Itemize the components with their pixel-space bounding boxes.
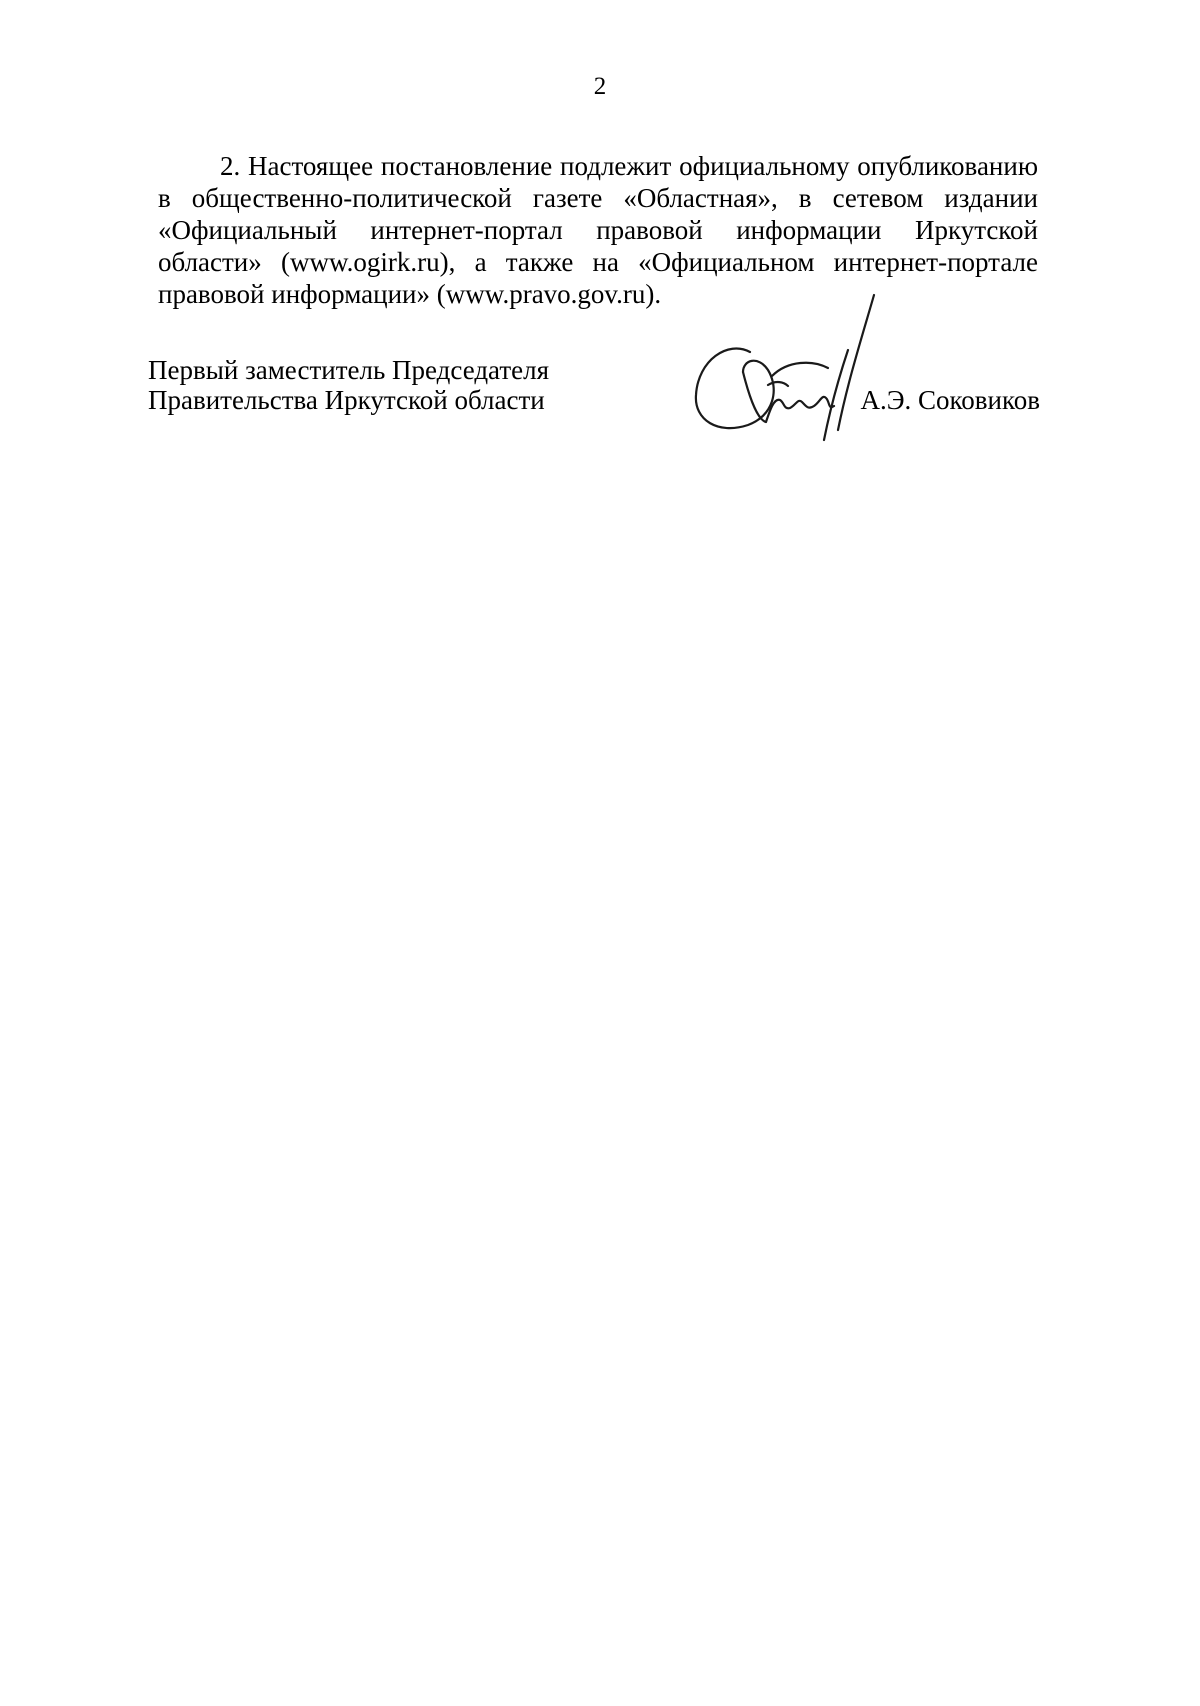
handwritten-signature [688, 290, 888, 450]
signer-title [148, 355, 549, 415]
signer-title-line-2: Правительства Иркутской области [148, 385, 545, 415]
signer-name: А.Э. Соковиков [860, 385, 1040, 415]
paragraph-publication: 2. Настоящее постановление подлежит официальному опубликованию в общественно-политической газете «Областная», в сетевом издании «Официальный интернет-портал правовой информации Иркутской области» (www.ogirk.ru), а также на «Официальном интернет-портале правовой информации» (www.pravo.gov.ru). [158, 151, 1038, 309]
body-text [158, 150, 1038, 310]
signature-block [148, 355, 1048, 455]
signer-title-line-1: Первый заместитель Председателя [148, 355, 550, 385]
page-number: 2 [593, 73, 607, 100]
